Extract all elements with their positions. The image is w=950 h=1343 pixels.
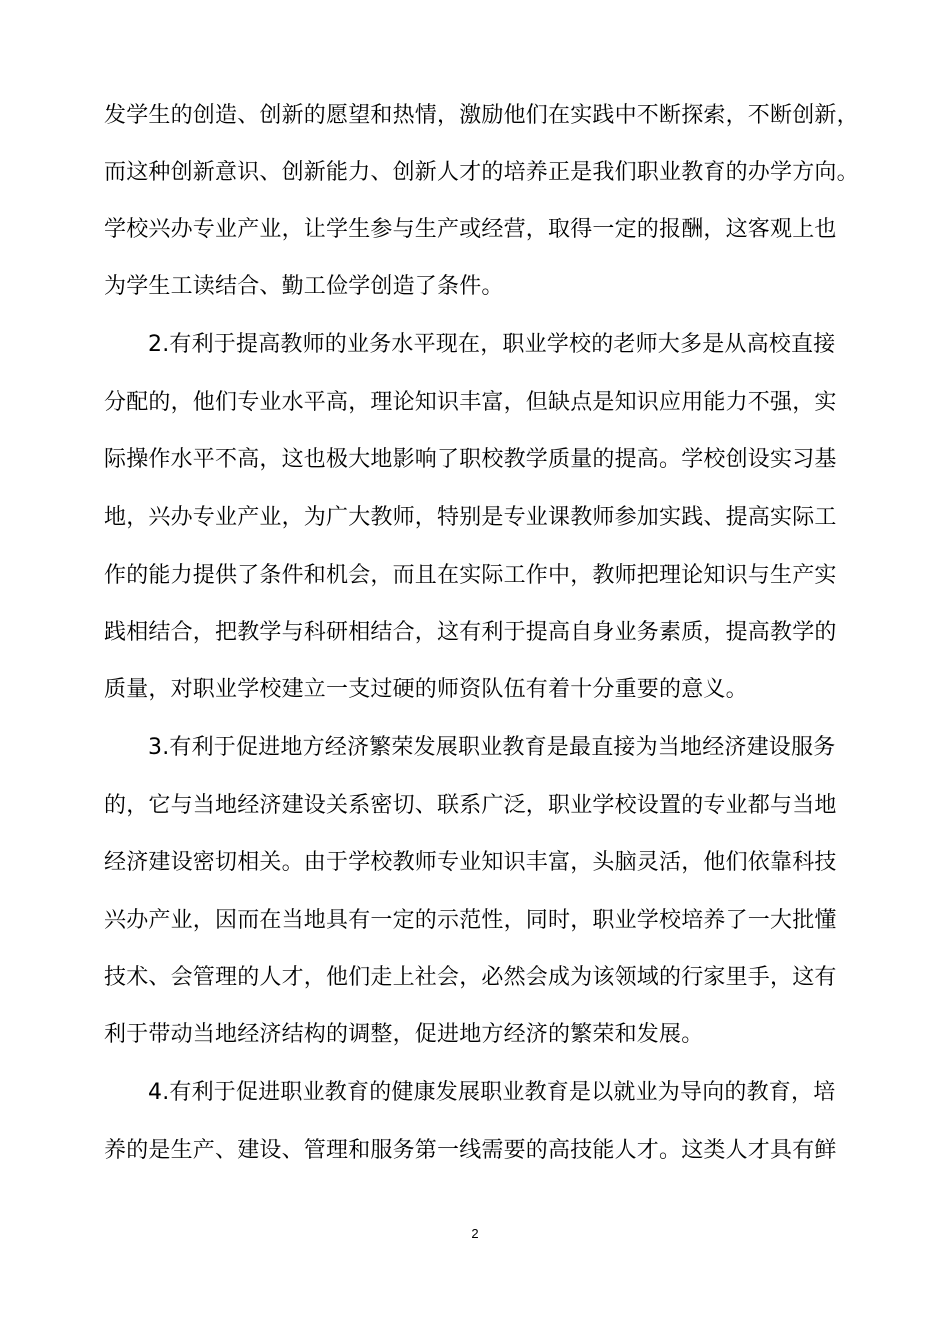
text-line: 作的能力提供了条件和机会，而且在实际工作中，教师把理论知识与生产实 — [104, 563, 837, 588]
text-line: 为学生工读结合、勤工俭学创造了条件。 — [104, 274, 504, 299]
text-line: 养的是生产、建设、管理和服务第一线需要的高技能人才。这类人才具有鲜 — [104, 1138, 837, 1163]
text-line: 践相结合，把教学与科研相结合，这有利于提高自身业务素质，提高教学的 — [104, 620, 837, 645]
text-line: 经济建设密切相关。由于学校教师专业知识丰富，头脑灵活，他们依靠科技 — [104, 850, 837, 875]
text-line: 的，它与当地经济建设关系密切、联系广泛，职业学校设置的专业都与当地 — [104, 793, 837, 818]
text-line: 学校兴办专业产业，让学生参与生产或经营，取得一定的报酬，这客观上也 — [104, 217, 837, 242]
text-line: 分配的，他们专业水平高，理论知识丰富，但缺点是知识应用能力不强，实 — [104, 390, 837, 415]
paragraph-3-first-line: 3.有利于促进地方经济繁荣发展职业教育是最直接为当地经济建设服务 — [148, 735, 836, 760]
page-number: 2 — [471, 1226, 479, 1241]
paragraph-2-first-line: 2.有利于提高教师的业务水平现在，职业学校的老师大多是从高校直接 — [148, 332, 836, 357]
text-line: 兴办产业，因而在当地具有一定的示范性，同时，职业学校培养了一大批懂 — [104, 908, 837, 933]
text-line: 而这种创新意识、创新能力、创新人才的培养正是我们职业教育的办学方向。 — [104, 160, 859, 185]
text-line: 技术、会管理的人才，他们走上社会，必然会成为该领域的行家里手，这有 — [104, 965, 837, 990]
text-line: 质量，对职业学校建立一支过硬的师资队伍有着十分重要的意义。 — [104, 677, 748, 702]
paragraph-4-first-line: 4.有利于促进职业教育的健康发展职业教育是以就业为导向的教育，培 — [148, 1080, 836, 1105]
text-line: 发学生的创造、创新的愿望和热情，激励他们在实践中不断探索，不断创新， — [104, 103, 859, 128]
text-line: 利于带动当地经济结构的调整，促进地方经济的繁荣和发展。 — [104, 1022, 704, 1047]
text-line: 际操作水平不高，这也极大地影响了职校教学质量的提高。学校创设实习基 — [104, 447, 837, 472]
text-line: 地，兴办专业产业，为广大教师，特别是专业课教师参加实践、提高实际工 — [104, 505, 837, 530]
